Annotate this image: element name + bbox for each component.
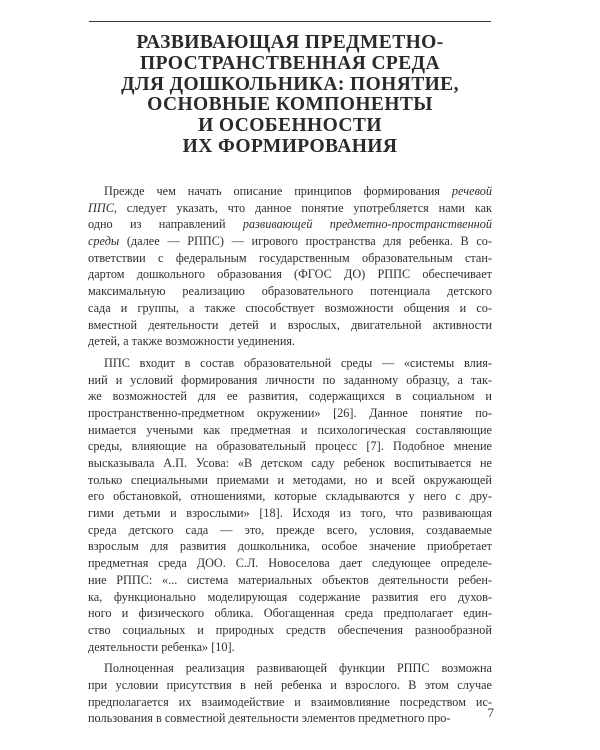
body-paragraph <box>88 660 492 727</box>
chapter-title-line: ПРОСТРАНСТВЕННАЯ СРЕДА <box>140 52 440 74</box>
text-line: среды (далее — РППС) — игрового пространства для ребенка. В со- <box>88 234 492 249</box>
chapter-title-line: РАЗВИВАЮЩАЯ ПРЕДМЕТНО- <box>136 32 444 53</box>
text-line: гими детьми и взрослыми» [18]. Исходя из того, что развивающая <box>88 506 492 521</box>
text-line: высказывала А.П. Усова: «В детском саду ребенок воспитывается не <box>88 456 492 470</box>
text-line: же возможностей для ее развития, содержащихся в социальном и <box>88 389 492 404</box>
text-line: среда детского сада — это, прежде всего, условия, создаваемые <box>88 522 492 537</box>
text-line: детей, а также возможности уединения. <box>88 334 296 349</box>
body-paragraph <box>88 355 492 655</box>
text-line: ППС входит в состав образовательной среды — «системы влия- <box>104 355 492 370</box>
chapter-title-line: ДЛЯ ДОШКОЛЬНИКА: ПОНЯТИЕ, <box>121 73 459 95</box>
text-line: только специальными приемами и методами, но и всей окружающей <box>88 472 492 487</box>
text-line: при условии присутствия в ней ребенка и взрослого. В этом случае <box>88 677 492 692</box>
chapter-title <box>70 33 510 158</box>
chapter-title-line: ОСНОВНЫЕ КОМПОНЕНТЫ <box>147 94 433 116</box>
text-line: ного и физического облика. Обогащенная среда предполагает един- <box>88 606 492 621</box>
text-line: Прежде чем начать описание принципов формирования речевой <box>104 184 492 198</box>
top-rule <box>89 21 491 22</box>
emphasized-term: среды <box>88 234 120 249</box>
text-line: ний и условий формирования личности по заданному образцу, а так- <box>88 372 492 387</box>
emphasized-term: ППС <box>88 200 114 215</box>
text-line: вместной деятельности детей и взрослых, двигательной активности <box>88 317 492 332</box>
emphasized-term: развивающей предметно-пространственной <box>242 217 492 232</box>
text-line: взрослым для развития дошкольника, особое значение приобретает <box>88 539 492 554</box>
text-line: предметная среда ДОО. С.Л. Новоселова дает следующее определе- <box>88 556 492 571</box>
text-line: деятельности ребенка» [10]. <box>88 639 235 654</box>
emphasized-term: речевой <box>451 184 492 198</box>
text-line: среды, влияющие на образовательный процесс [7]. Подобное мнение <box>88 439 492 454</box>
text-line: максимальную реализацию образовательного потенциала детского <box>88 284 492 299</box>
body-paragraph <box>88 183 492 350</box>
text-line: предполагается их взаимодействие и взаимовлияние посредством ис- <box>88 694 492 709</box>
text-line: ство социальных и природных средств обеспечения разнообразной <box>88 622 492 637</box>
text-line: пространственно-предметном окружении» [26]. Данное понятие по- <box>88 405 492 420</box>
text-line: пользования в совместной деятельности элементов предметного про- <box>88 711 451 726</box>
text-line: ответствии с федеральным государственным образовательным стан- <box>88 250 492 265</box>
chapter-title-line: ИХ ФОРМИРОВАНИЯ <box>182 135 398 157</box>
text-line: одно из направлений развивающей предметно-пространственной <box>88 217 492 232</box>
text-line: дартом дошкольного образования (ФГОС ДО) РППС обеспечивает <box>88 267 492 282</box>
text-line: сада и группы, а также способствует возможности общения и со- <box>88 300 492 315</box>
body-text <box>88 183 492 727</box>
text-line: Полноценная реализация развивающей функции РППС возможна <box>104 661 492 676</box>
text-line: ние РППС: «... система материальных объектов деятельности ребен- <box>88 572 492 587</box>
text-line: ка, функционально моделирующая содержание развития его духов- <box>88 589 492 604</box>
page-number: 7 <box>487 705 494 720</box>
text-line: его обстановкой, отношениями, которые складываются у него с дру- <box>88 489 492 504</box>
chapter-title-line: И ОСОБЕННОСТИ <box>198 115 382 137</box>
text-line: нимается учеными как предметная и психологическая составляющие <box>88 422 492 437</box>
text-line: ППС, следует указать, что данное понятие употребляется нами как <box>88 200 492 215</box>
